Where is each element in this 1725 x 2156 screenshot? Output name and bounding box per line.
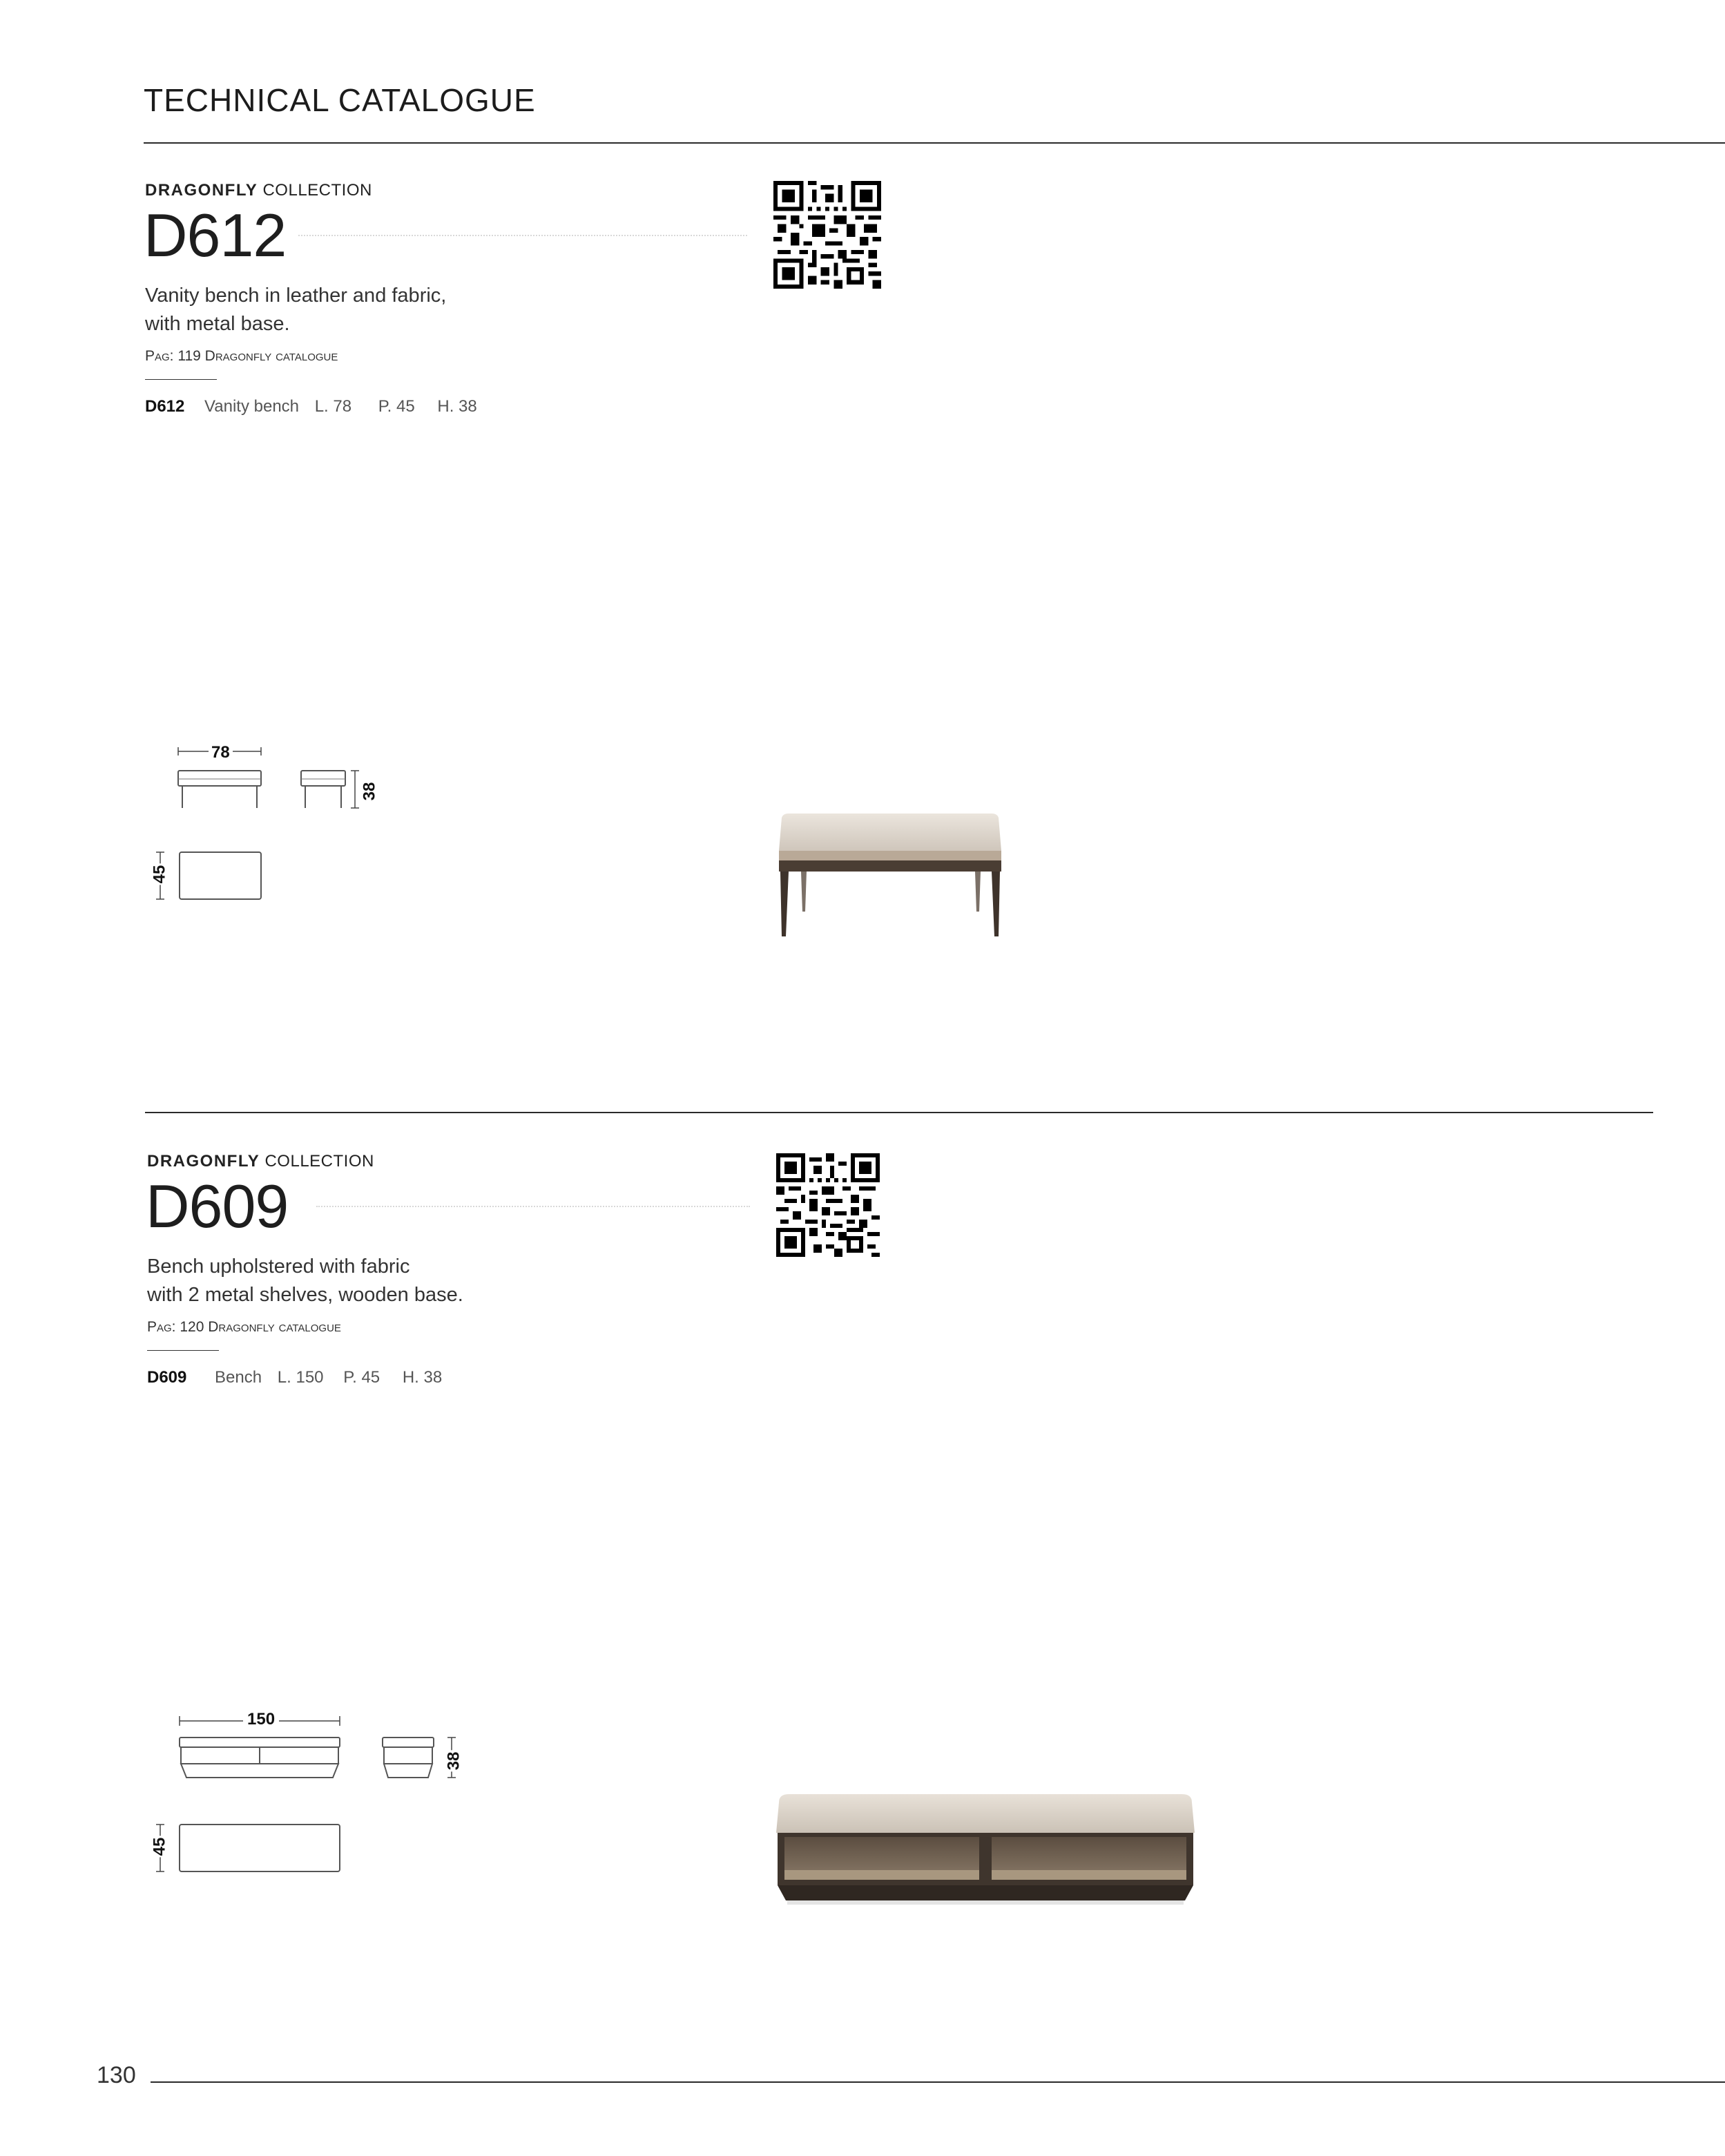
description-line-1: Vanity bench in leather and fabric, bbox=[145, 285, 447, 307]
collection-word: COLLECTION bbox=[264, 1152, 374, 1171]
product-divider bbox=[145, 1112, 1653, 1113]
dimension-height: 38 bbox=[360, 782, 379, 801]
spec-code: D612 bbox=[145, 397, 185, 416]
dimension-width: 150 bbox=[243, 1710, 279, 1729]
qr-code-icon[interactable] bbox=[773, 181, 881, 289]
spec-name: Bench bbox=[215, 1368, 262, 1387]
spec-length: L. 78 bbox=[314, 397, 352, 416]
collection-name: DRAGONFLY bbox=[145, 181, 258, 200]
spec-height: H. 38 bbox=[402, 1368, 443, 1387]
dimension-depth: 45 bbox=[150, 1837, 169, 1856]
code-leader-line bbox=[298, 235, 747, 236]
page-number: 130 bbox=[97, 2062, 136, 2088]
product-description bbox=[147, 1253, 463, 1309]
dimension-height: 38 bbox=[444, 1751, 463, 1771]
spec-length: L. 150 bbox=[277, 1368, 324, 1387]
collection-label bbox=[147, 1152, 374, 1171]
page-reference bbox=[145, 348, 338, 365]
spec-name: Vanity bench bbox=[204, 397, 300, 416]
short-divider bbox=[147, 1350, 219, 1351]
spec-row bbox=[147, 1368, 453, 1387]
spec-code: D609 bbox=[147, 1368, 187, 1387]
product-image bbox=[773, 1789, 1202, 1920]
qr-code-icon[interactable] bbox=[776, 1153, 880, 1257]
description-line-2: with metal base. bbox=[145, 313, 290, 335]
page-reference bbox=[147, 1319, 341, 1336]
technical-drawing-top bbox=[152, 1822, 345, 1877]
description-line-2: with 2 metal shelves, wooden base. bbox=[147, 1284, 463, 1306]
product-image bbox=[773, 808, 1008, 946]
technical-drawing-top bbox=[152, 849, 269, 905]
spec-depth: P. 45 bbox=[343, 1368, 380, 1387]
description-line-1: Bench upholstered with fabric bbox=[147, 1255, 410, 1278]
code-leader-line bbox=[316, 1206, 750, 1207]
footer-divider bbox=[151, 2081, 1725, 2083]
spec-depth: P. 45 bbox=[378, 397, 415, 416]
collection-label bbox=[145, 181, 372, 200]
page-ref-catalogue: Dragonfly catalogue bbox=[204, 348, 338, 364]
dimension-depth: 45 bbox=[150, 865, 169, 884]
page-title: TECHNICAL CATALOGUE bbox=[144, 82, 536, 118]
dimension-width: 78 bbox=[209, 743, 233, 762]
collection-word: COLLECTION bbox=[262, 181, 372, 200]
short-divider bbox=[145, 379, 217, 380]
page-ref-number: Pag: 119 bbox=[145, 348, 201, 364]
product-code: D609 bbox=[146, 1172, 289, 1240]
spec-height: H. 38 bbox=[437, 397, 477, 416]
page-ref-number: Pag: 120 bbox=[147, 1319, 204, 1335]
spec-row bbox=[145, 397, 488, 416]
product-code: D612 bbox=[144, 201, 287, 269]
product-description bbox=[145, 282, 446, 338]
collection-name: DRAGONFLY bbox=[147, 1152, 260, 1171]
page-ref-catalogue: Dragonfly catalogue bbox=[208, 1319, 341, 1335]
header-divider bbox=[144, 142, 1725, 144]
